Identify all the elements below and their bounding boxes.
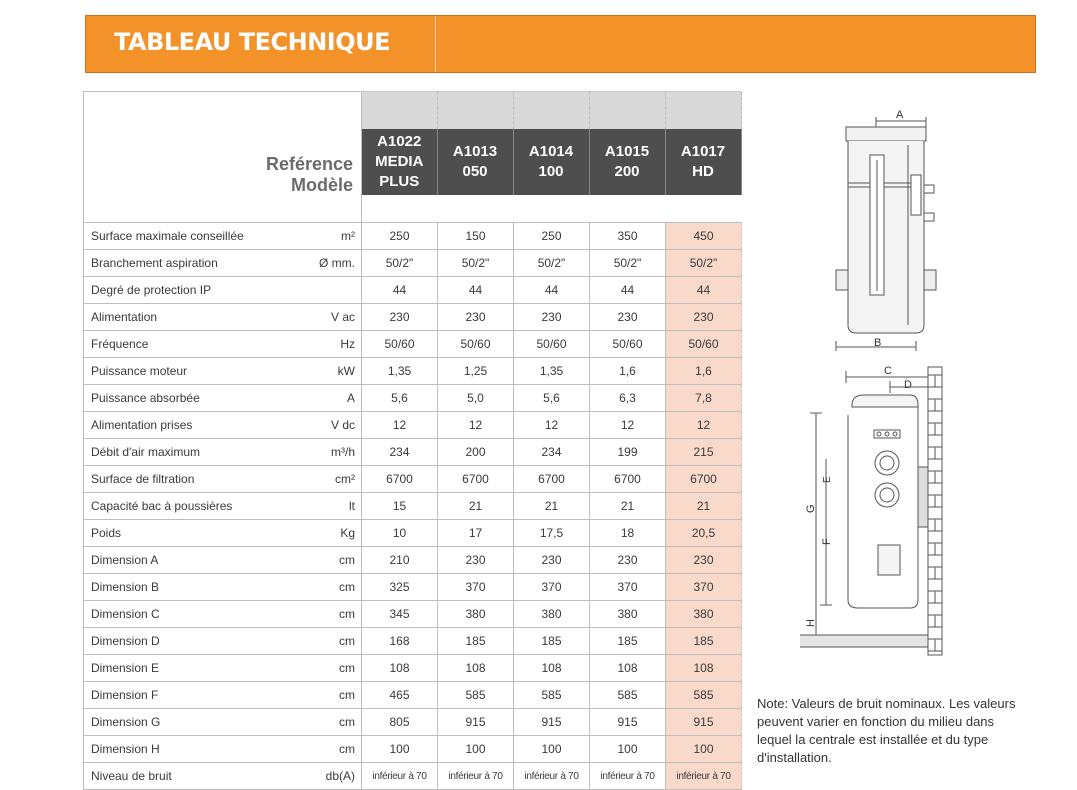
cell-value: 20,5 (666, 520, 742, 547)
row-unit: lt (303, 493, 362, 520)
cell-value: 108 (666, 655, 742, 682)
row-label: Poids (84, 520, 304, 547)
row-unit: cm (303, 574, 362, 601)
model-header-band (438, 92, 514, 129)
row-unit: cm (303, 601, 362, 628)
model-header-2 (514, 92, 590, 223)
cell-value: 1,35 (514, 358, 590, 385)
row-label: Capacité bac à poussières (84, 493, 304, 520)
cell-value: 5,6 (362, 385, 438, 412)
row-unit: cm (303, 709, 362, 736)
model-name-line: A1014 (528, 143, 574, 160)
row-label: Dimension B (84, 574, 304, 601)
cell-value: 250 (514, 223, 590, 250)
cell-value: inférieur à 70 (514, 763, 590, 790)
cell-value: 230 (438, 304, 514, 331)
row-label: Dimension E (84, 655, 304, 682)
row-unit (303, 277, 362, 304)
cell-value: 234 (362, 439, 438, 466)
model-name-line: A1013 (452, 143, 498, 160)
row-unit: cm (303, 655, 362, 682)
model-name-line: 100 (538, 163, 564, 180)
cell-value: 50/2" (362, 250, 438, 277)
cell-value: 915 (514, 709, 590, 736)
cell-value: 250 (362, 223, 438, 250)
cell-value: 50/60 (438, 331, 514, 358)
cell-value: 6700 (514, 466, 590, 493)
cell-value: 915 (438, 709, 514, 736)
row-label: Surface maximale conseillée (84, 223, 304, 250)
row-unit: V dc (303, 412, 362, 439)
model-name-line: 200 (614, 163, 640, 180)
header-row (84, 92, 742, 223)
row-label: Alimentation (84, 304, 304, 331)
row-unit: cm (303, 682, 362, 709)
cell-value: 230 (514, 304, 590, 331)
cell-value: 21 (438, 493, 514, 520)
cell-value: 15 (362, 493, 438, 520)
label-g: G (805, 504, 817, 513)
cell-value: 168 (362, 628, 438, 655)
row-unit: cm (303, 547, 362, 574)
model-label: Modèle (290, 175, 353, 195)
cell-value: 108 (362, 655, 438, 682)
cell-value: 380 (514, 601, 590, 628)
cell-value: 585 (666, 682, 742, 709)
cell-value: 185 (590, 628, 666, 655)
table-row (84, 250, 742, 277)
cell-value: 50/2" (666, 250, 742, 277)
table-row (84, 655, 742, 682)
top-view-drawing (836, 117, 936, 351)
cell-value: 6700 (590, 466, 666, 493)
model-name-line: A1017 (680, 143, 726, 160)
table-row (84, 709, 742, 736)
cell-value: 325 (362, 574, 438, 601)
cell-value: inférieur à 70 (362, 763, 438, 790)
cell-value: 450 (666, 223, 742, 250)
model-name (590, 129, 666, 195)
row-unit: V ac (303, 304, 362, 331)
label-b: B (874, 337, 882, 349)
row-label: Dimension G (84, 709, 304, 736)
label-f: F (821, 538, 833, 545)
cell-value: 44 (666, 277, 742, 304)
spec-table (83, 91, 742, 790)
row-unit: cm (303, 736, 362, 763)
table-row (84, 628, 742, 655)
row-label: Dimension H (84, 736, 304, 763)
table-row (84, 304, 742, 331)
page-title: TABLEAU TECHNIQUE (114, 28, 391, 56)
cell-value: 1,35 (362, 358, 438, 385)
model-header-3 (590, 92, 666, 223)
cell-value: 585 (590, 682, 666, 709)
cell-value: 200 (438, 439, 514, 466)
model-name-line: 050 (462, 163, 488, 180)
row-unit: cm² (303, 466, 362, 493)
cell-value: 17 (438, 520, 514, 547)
row-label: Branchement aspiration (84, 250, 304, 277)
row-label: Dimension D (84, 628, 304, 655)
row-unit: A (303, 385, 362, 412)
model-header-0 (362, 92, 438, 223)
cell-value: 230 (514, 547, 590, 574)
table-row (84, 331, 742, 358)
cell-value: 370 (590, 574, 666, 601)
model-name-line: HD (692, 163, 714, 180)
model-name (438, 129, 514, 195)
table-row (84, 385, 742, 412)
cell-value: 17,5 (514, 520, 590, 547)
cell-value: 350 (590, 223, 666, 250)
cell-value: 50/60 (514, 331, 590, 358)
cell-value: 5,0 (438, 385, 514, 412)
cell-value: 465 (362, 682, 438, 709)
model-header-band (666, 92, 742, 129)
dimension-drawing (790, 105, 950, 665)
row-label: Débit d'air maximum (84, 439, 304, 466)
side-view-drawing (800, 367, 942, 655)
cell-value: 100 (590, 736, 666, 763)
cell-value: 6700 (438, 466, 514, 493)
row-unit: Kg (303, 520, 362, 547)
cell-value: inférieur à 70 (666, 763, 742, 790)
cell-value: 230 (666, 547, 742, 574)
cell-value: 12 (362, 412, 438, 439)
cell-value: 199 (590, 439, 666, 466)
cell-value: 585 (438, 682, 514, 709)
table-row (84, 736, 742, 763)
cell-value: 44 (362, 277, 438, 304)
cell-value: 21 (514, 493, 590, 520)
title-banner (85, 15, 1036, 73)
cell-value: 100 (514, 736, 590, 763)
table-row (84, 520, 742, 547)
cell-value: 805 (362, 709, 438, 736)
cell-value: 100 (438, 736, 514, 763)
cell-value: inférieur à 70 (590, 763, 666, 790)
cell-value: 50/2" (514, 250, 590, 277)
cell-value: 108 (590, 655, 666, 682)
cell-value: inférieur à 70 (438, 763, 514, 790)
cell-value: 18 (590, 520, 666, 547)
cell-value: 50/60 (590, 331, 666, 358)
cell-value: 230 (362, 304, 438, 331)
model-header-band (362, 92, 438, 129)
cell-value: 210 (362, 547, 438, 574)
cell-value: 234 (514, 439, 590, 466)
model-header-band (514, 92, 590, 129)
cell-value: 1,25 (438, 358, 514, 385)
cell-value: 230 (590, 547, 666, 574)
table-row (84, 223, 742, 250)
cell-value: 380 (590, 601, 666, 628)
row-unit: Hz (303, 331, 362, 358)
cell-value: 50/60 (666, 331, 742, 358)
cell-value: 150 (438, 223, 514, 250)
row-unit: db(A) (303, 763, 362, 790)
table-row (84, 763, 742, 790)
table-row (84, 466, 742, 493)
cell-value: 44 (438, 277, 514, 304)
table-row (84, 358, 742, 385)
model-header-4 (666, 92, 742, 223)
row-label: Puissance moteur (84, 358, 304, 385)
cell-value: 21 (666, 493, 742, 520)
cell-value: 185 (666, 628, 742, 655)
row-unit: m³/h (303, 439, 362, 466)
model-name-line: MEDIA (375, 153, 424, 170)
cell-value: 230 (438, 547, 514, 574)
cell-value: 6,3 (590, 385, 666, 412)
cell-value: 12 (666, 412, 742, 439)
cell-value: 44 (514, 277, 590, 304)
cell-value: 1,6 (590, 358, 666, 385)
row-label: Fréquence (84, 331, 304, 358)
row-label: Puissance absorbée (84, 385, 304, 412)
cell-value: 100 (362, 736, 438, 763)
cell-value: 380 (438, 601, 514, 628)
cell-value: 230 (666, 304, 742, 331)
banner-divider (435, 16, 436, 72)
cell-value: 50/60 (362, 331, 438, 358)
cell-value: 50/2" (590, 250, 666, 277)
table-row (84, 547, 742, 574)
table-row (84, 601, 742, 628)
cell-value: 585 (514, 682, 590, 709)
cell-value: 12 (590, 412, 666, 439)
row-label: Dimension A (84, 547, 304, 574)
model-name-line: A1015 (604, 143, 650, 160)
cell-value: 108 (438, 655, 514, 682)
row-label: Niveau de bruit (84, 763, 304, 790)
cell-value: 12 (438, 412, 514, 439)
model-header-band (590, 92, 666, 129)
cell-value: 12 (514, 412, 590, 439)
label-e: E (822, 476, 833, 483)
model-name (514, 129, 590, 195)
cell-value: 370 (666, 574, 742, 601)
row-unit: cm (303, 628, 362, 655)
model-name-line: PLUS (379, 173, 420, 190)
cell-value: 345 (362, 601, 438, 628)
cell-value: 50/2" (438, 250, 514, 277)
table-row (84, 574, 742, 601)
row-unit: Ø mm. (303, 250, 362, 277)
row-label: Alimentation prises (84, 412, 304, 439)
cell-value: 185 (438, 628, 514, 655)
cell-value: 44 (590, 277, 666, 304)
cell-value: 10 (362, 520, 438, 547)
cell-value: 370 (438, 574, 514, 601)
model-name (666, 129, 742, 195)
label-d: D (904, 379, 912, 391)
row-unit: m² (303, 223, 362, 250)
reference-label: Reférence (265, 154, 353, 174)
cell-value: 915 (666, 709, 742, 736)
cell-value: 1,6 (666, 358, 742, 385)
cell-value: 380 (666, 601, 742, 628)
model-header-1 (438, 92, 514, 223)
cell-value: 6700 (666, 466, 742, 493)
row-label: Degré de protection IP (84, 277, 304, 304)
table-row (84, 682, 742, 709)
label-h: H (805, 619, 817, 627)
cell-value: 108 (514, 655, 590, 682)
cell-value: 100 (666, 736, 742, 763)
cell-value: 6700 (362, 466, 438, 493)
cell-value: 185 (514, 628, 590, 655)
cell-value: 230 (590, 304, 666, 331)
label-a: A (896, 109, 904, 121)
noise-note: Note: Valeurs de bruit nominaux. Les valeurs peuvent varier en fonction du milieu dans lequel la centrale est installée et du type d'installation. (757, 696, 1016, 765)
label-c: C (884, 365, 892, 377)
table-row (84, 277, 742, 304)
table-row (84, 412, 742, 439)
row-label: Dimension C (84, 601, 304, 628)
cell-value: 215 (666, 439, 742, 466)
cell-value: 370 (514, 574, 590, 601)
cell-value: 7,8 (666, 385, 742, 412)
row-label: Surface de filtration (84, 466, 304, 493)
model-name (362, 129, 438, 195)
cell-value: 21 (590, 493, 666, 520)
model-name-line: A1022 (377, 133, 422, 150)
row-unit: kW (303, 358, 362, 385)
row-label: Dimension F (84, 682, 304, 709)
table-row (84, 439, 742, 466)
cell-value: 5,6 (514, 385, 590, 412)
table-row (84, 493, 742, 520)
reference-header (84, 92, 362, 223)
cell-value: 915 (590, 709, 666, 736)
